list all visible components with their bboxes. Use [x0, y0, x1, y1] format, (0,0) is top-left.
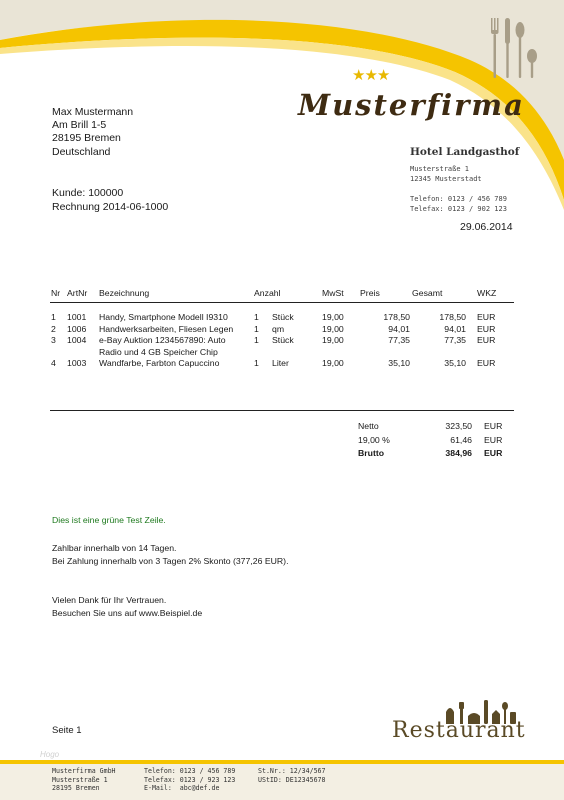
row-nr: 2	[51, 323, 56, 334]
invoice-number: Rechnung 2014-06-1000	[52, 201, 169, 213]
payment-terms-line2: Bei Zahlung innerhalb von 3 Tagen 2% Skonto (377,26 EUR).	[52, 556, 289, 566]
row-artnr: 1006	[67, 323, 87, 334]
row-quantity: 1	[254, 335, 259, 345]
totals-value: 323,50	[445, 421, 472, 431]
table-row	[50, 335, 514, 358]
letterhead-street: Musterstraße 1	[410, 165, 470, 173]
row-description	[98, 335, 253, 358]
header-vat: MwSt	[321, 286, 359, 303]
closing-thanks: Vielen Dank für Ihr Vertrauen.	[52, 595, 167, 605]
row-vat: 19,00	[322, 335, 344, 345]
payment-terms-line1: Zahlbar innerhalb von 14 Tagen.	[52, 543, 177, 553]
row-vat: 19,00	[322, 312, 344, 322]
footer-tax	[258, 767, 326, 784]
header-artnr: ArtNr	[66, 286, 98, 303]
row-description-line1: e-Bay Auktion 1234567890: Auto	[99, 335, 226, 345]
letterhead-city: 12345 Musterstadt	[410, 175, 482, 183]
header-total: Gesamt	[411, 286, 467, 303]
row-description: Wandfarbe, Farbton Capuccino	[99, 358, 220, 368]
recipient-country: Deutschland	[52, 145, 111, 158]
customer-number: Kunde: 100000	[52, 187, 124, 199]
row-unit: qm	[272, 323, 285, 334]
header-quantity: Anzahl	[253, 286, 321, 303]
row-total: 35,10	[444, 358, 466, 368]
row-currency: EUR	[477, 358, 496, 368]
row-artnr: 1001	[67, 312, 87, 322]
header-description: Bezeichnung	[98, 286, 253, 303]
row-vat: 19,00	[322, 323, 344, 334]
payment-terms	[52, 542, 288, 568]
header-currency: WKZ	[467, 286, 514, 303]
row-vat: 19,00	[322, 358, 344, 368]
totals-label: 19,00 %	[358, 434, 390, 445]
row-description: Handy, Smartphone Modell I9310	[99, 312, 228, 322]
row-description-line2: Radio und 4 GB Speicher Chip	[99, 346, 218, 357]
totals-currency: EUR	[484, 448, 503, 458]
totals-row	[358, 434, 514, 448]
recipient-street: Am Brill 1-5	[52, 119, 107, 132]
recipient-city: 28195 Bremen	[52, 132, 121, 145]
totals-label: Brutto	[358, 448, 385, 458]
invoice-meta	[52, 186, 168, 214]
closing-website: Besuchen Sie uns auf www.Beispiel.de	[52, 608, 203, 618]
row-total: 94,01	[444, 323, 466, 334]
header-price: Preis	[359, 286, 411, 303]
line-items-table	[50, 286, 514, 370]
row-artnr: 1003	[67, 358, 87, 368]
row-nr: 1	[51, 312, 56, 322]
footer-phone: Telefon: 0123 / 456 789	[144, 767, 236, 775]
row-total: 178,50	[439, 312, 466, 322]
row-quantity: 1	[254, 358, 259, 368]
page-number: Seite 1	[52, 725, 82, 736]
totals-value: 61,46	[450, 434, 472, 445]
table-row	[50, 358, 514, 370]
cutlery-icon	[488, 16, 540, 80]
row-currency: EUR	[477, 323, 496, 334]
letterhead-fax: Telefax: 0123 / 902 123	[410, 205, 507, 213]
row-nr: 4	[51, 358, 56, 368]
green-test-line: Dies ist eine grüne Test Zeile.	[52, 515, 166, 525]
footer-email: E-Mail: abc@def.de	[144, 784, 220, 793]
row-quantity: 1	[254, 323, 259, 334]
rating-stars: ★★★	[352, 67, 390, 84]
row-nr: 3	[51, 335, 56, 345]
row-price: 77,35	[388, 335, 410, 345]
table-row	[50, 312, 514, 324]
row-currency: EUR	[477, 312, 496, 322]
table-row	[50, 324, 514, 336]
row-description: Handwerksarbeiten, Fliesen Legen	[99, 323, 234, 334]
row-price: 94,01	[388, 323, 410, 334]
row-total: 77,35	[444, 335, 466, 345]
restaurant-logo-text: Restaurant	[392, 718, 526, 743]
row-price: 178,50	[383, 312, 410, 322]
footer-accent-line	[0, 760, 564, 764]
footer-vat-id: UStID: DE12345678	[258, 775, 326, 784]
recipient-name: Max Mustermann	[52, 106, 134, 118]
company-logo-text: Musterfirma	[298, 88, 525, 122]
footer-company-name: Musterfirma GmbH	[52, 767, 116, 775]
letterhead-phone: Telefon: 0123 / 456 789	[410, 195, 507, 203]
totals-table	[358, 420, 514, 461]
footer-fax: Telefax: 0123 / 923 123	[144, 775, 236, 784]
invoice-date: 29.06.2014	[460, 221, 513, 233]
header-nr: Nr	[50, 286, 66, 303]
row-price: 35,10	[388, 358, 410, 368]
totals-currency: EUR	[484, 434, 503, 445]
totals-value: 384,96	[445, 448, 472, 458]
row-unit: Stück	[272, 312, 294, 322]
row-unit: Stück	[272, 335, 294, 345]
table-header	[50, 286, 514, 303]
footer-company-street: Musterstraße 1	[52, 775, 108, 784]
closing-text	[52, 594, 202, 620]
row-currency: EUR	[477, 335, 496, 345]
watermark: Hogo	[40, 750, 60, 759]
footer-tax-number: St.Nr.: 12/34/567	[258, 767, 326, 775]
footer-company-city: 28195 Bremen	[52, 784, 100, 793]
footer-company	[52, 767, 116, 793]
totals-row	[358, 447, 514, 461]
recipient-address	[52, 106, 133, 159]
row-unit: Liter	[272, 358, 289, 368]
row-artnr: 1004	[67, 335, 87, 345]
totals-currency: EUR	[484, 421, 503, 431]
totals-label: Netto	[358, 421, 379, 431]
totals-row	[358, 420, 514, 434]
hotel-name: Hotel Landgasthof	[410, 146, 520, 158]
footer-contact	[144, 767, 235, 793]
row-quantity: 1	[254, 312, 259, 322]
totals-divider	[50, 410, 514, 411]
